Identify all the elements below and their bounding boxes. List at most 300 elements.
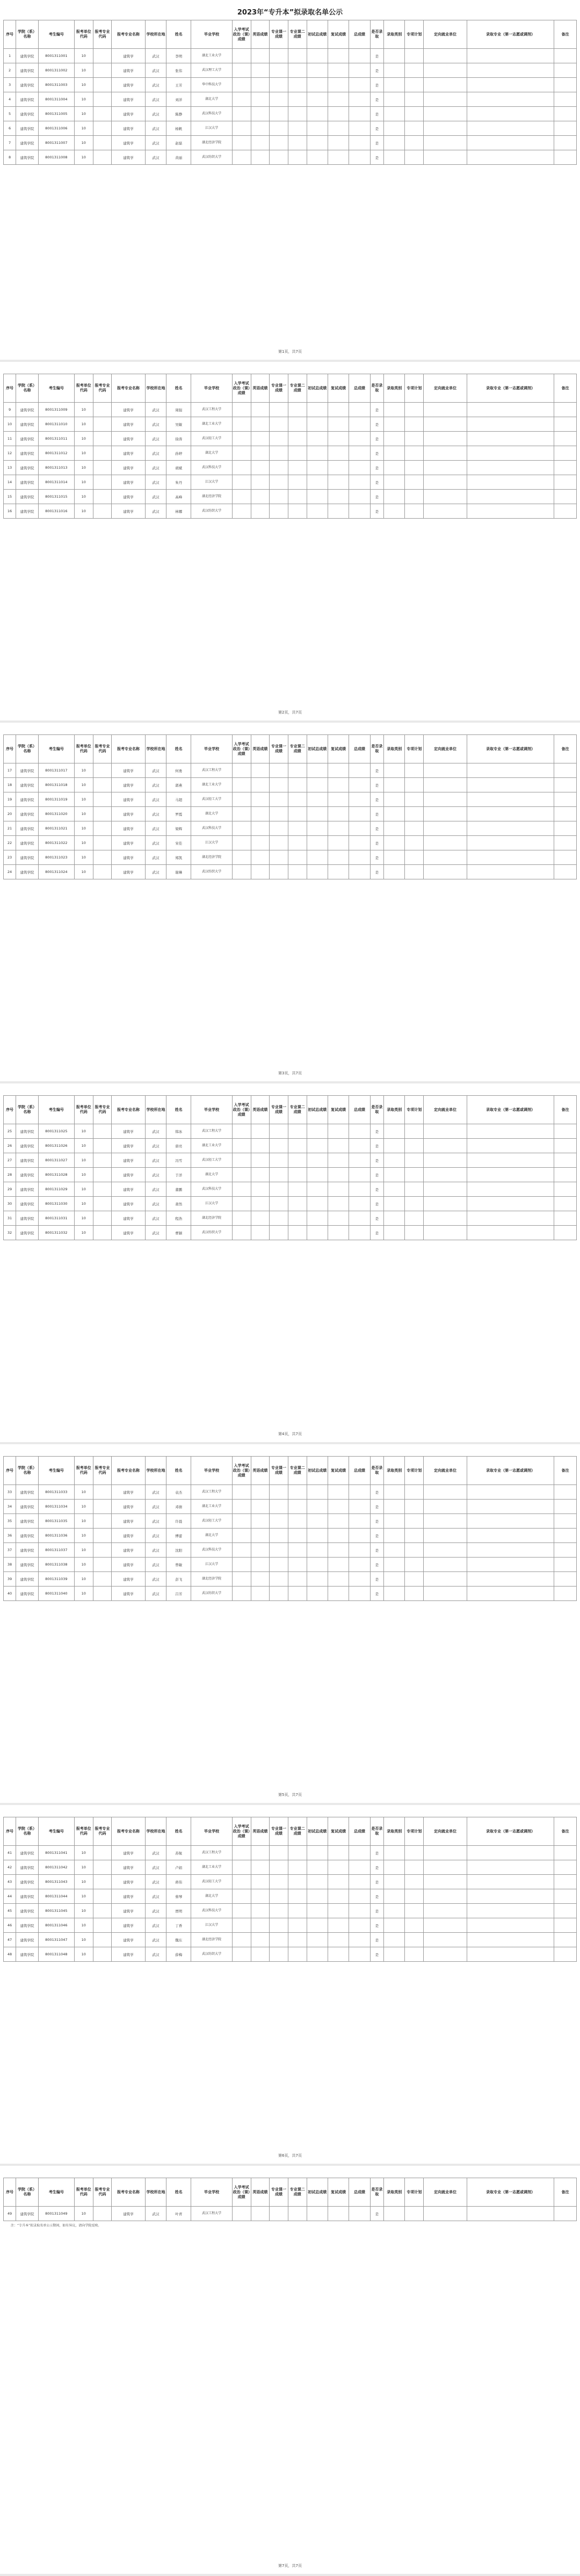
table-cell [93, 1947, 112, 1962]
column-header: 专项计划 [405, 20, 424, 49]
table-cell [251, 850, 270, 865]
table-cell [349, 1197, 370, 1211]
table-cell: 8001311039 [38, 1572, 74, 1587]
column-header: 初试总成绩 [307, 20, 328, 49]
table-cell [405, 850, 424, 865]
column-header: 复试成绩 [328, 374, 349, 403]
table-cell [467, 865, 554, 879]
table-cell: 于洋 [166, 1168, 191, 1182]
table-cell: 武汉 [145, 1572, 166, 1587]
column-header: 序号 [4, 1817, 16, 1846]
table-cell [467, 417, 554, 432]
table-cell [251, 1168, 270, 1182]
table-cell [251, 446, 270, 461]
table-cell [554, 763, 577, 778]
table-cell: 8001311025 [38, 1124, 74, 1139]
table-cell [232, 504, 251, 519]
table-cell [270, 1211, 288, 1226]
table-cell [288, 865, 307, 879]
table-cell: 10 [74, 1153, 93, 1168]
table-cell [232, 1860, 251, 1875]
table-cell [328, 763, 349, 778]
table-header-row [4, 735, 577, 763]
table-cell [288, 107, 307, 121]
table-cell [288, 1846, 307, 1860]
table-row [4, 1529, 577, 1543]
column-header: 学校所在地 [145, 1096, 166, 1124]
column-header: 报考单位代码 [74, 374, 93, 403]
table-cell [251, 1197, 270, 1211]
table-cell [424, 475, 467, 490]
table-cell [328, 1124, 349, 1139]
table-cell [467, 836, 554, 850]
table-cell: 是 [370, 1514, 383, 1529]
table-cell: 10 [74, 807, 93, 821]
column-header: 是否录取 [370, 20, 383, 49]
table-cell: 吴敏 [166, 417, 191, 432]
table-row [4, 1543, 577, 1558]
table-cell [307, 1572, 328, 1587]
table-cell: 10 [74, 1124, 93, 1139]
table-cell [232, 1846, 251, 1860]
table-cell: 是 [370, 432, 383, 446]
table-cell [424, 1197, 467, 1211]
table-cell [270, 763, 288, 778]
table-cell: 建筑学院 [16, 107, 39, 121]
table-cell [424, 461, 467, 475]
table-cell [349, 778, 370, 792]
table-cell [307, 1947, 328, 1962]
table-cell [405, 1153, 424, 1168]
table-cell [307, 807, 328, 821]
table-cell: 8001311029 [38, 1182, 74, 1197]
table-cell: 是 [370, 1124, 383, 1139]
column-header: 复试成绩 [328, 1457, 349, 1485]
table-cell [349, 432, 370, 446]
table-cell: 建筑学院 [16, 1139, 39, 1153]
table-cell [232, 136, 251, 150]
table-cell: 建筑学 [112, 1846, 145, 1860]
table-cell [270, 504, 288, 519]
table-cell [554, 1197, 577, 1211]
column-header: 姓名 [166, 374, 191, 403]
table-cell [307, 1904, 328, 1918]
table-cell: 10 [74, 63, 93, 78]
table-cell: 建筑学 [112, 1500, 145, 1514]
table-cell [384, 1947, 405, 1962]
table-cell [424, 1543, 467, 1558]
table-cell: 武汉轻工大学 [191, 1514, 232, 1529]
table-cell: 湖北经济学院 [191, 1211, 232, 1226]
table-cell: 30 [4, 1197, 16, 1211]
table-cell: 武汉 [145, 1124, 166, 1139]
table-row [4, 865, 577, 879]
table-cell [554, 1904, 577, 1918]
column-header: 专业课二成绩 [288, 1817, 307, 1846]
column-header: 专项计划 [405, 735, 424, 763]
table-cell [251, 1875, 270, 1889]
table-cell: 10 [74, 1211, 93, 1226]
table-cell [307, 821, 328, 836]
table-cell: 武汉 [145, 792, 166, 807]
table-cell: 武汉 [145, 1485, 166, 1500]
table-cell [288, 1860, 307, 1875]
table-cell [384, 136, 405, 150]
column-header: 序号 [4, 20, 16, 49]
table-cell [554, 836, 577, 850]
table-cell: 是 [370, 763, 383, 778]
column-header: 录取专业（第一志愿或调剂） [467, 1817, 554, 1846]
column-header: 姓名 [166, 2178, 191, 2207]
admission-table [3, 2178, 577, 2221]
table-cell [405, 836, 424, 850]
table-cell: 10 [74, 1529, 93, 1543]
table-cell [328, 107, 349, 121]
table-cell: 建筑学 [112, 1875, 145, 1889]
table-cell: 建筑学院 [16, 850, 39, 865]
table-cell [232, 1947, 251, 1962]
table-cell: 武汉 [145, 504, 166, 519]
table-cell [384, 1226, 405, 1240]
table-cell: 39 [4, 1572, 16, 1587]
column-header: 姓名 [166, 1096, 191, 1124]
column-header: 学校所在地 [145, 374, 166, 403]
table-cell [232, 1139, 251, 1153]
table-cell [251, 107, 270, 121]
table-cell: 10 [74, 136, 93, 150]
table-cell [270, 1485, 288, 1500]
table-cell [554, 49, 577, 63]
table-cell [405, 107, 424, 121]
table-cell [554, 1875, 577, 1889]
table-cell [288, 1500, 307, 1514]
table-cell: 10 [74, 778, 93, 792]
table-cell [424, 1918, 467, 1933]
table-cell [405, 821, 424, 836]
table-cell: 建筑学院 [16, 1860, 39, 1875]
table-cell [270, 1529, 288, 1543]
table-cell [288, 1211, 307, 1226]
table-cell: 10 [74, 792, 93, 807]
table-cell: 建筑学 [112, 1889, 145, 1904]
table-cell [424, 1587, 467, 1601]
table-cell [251, 1543, 270, 1558]
column-header: 报考单位代码 [74, 2178, 93, 2207]
table-row [4, 121, 577, 136]
column-header: 专业课一成绩 [270, 735, 288, 763]
table-cell [307, 417, 328, 432]
table-cell [232, 417, 251, 432]
table-cell: 武汉 [145, 1529, 166, 1543]
table-cell [405, 1947, 424, 1962]
table-row [4, 78, 577, 92]
column-header: 备注 [554, 2178, 577, 2207]
table-cell [349, 1947, 370, 1962]
admission-table [3, 1095, 577, 1240]
table-cell [288, 1168, 307, 1182]
table-cell [270, 1587, 288, 1601]
column-header: 考生编号 [38, 1457, 74, 1485]
table-cell: 35 [4, 1514, 16, 1529]
table-cell: 建筑学院 [16, 807, 39, 821]
column-header: 录取专业（第一志愿或调剂） [467, 1096, 554, 1124]
table-cell [251, 778, 270, 792]
table-cell: 蒋伟 [166, 1875, 191, 1889]
table-cell [405, 475, 424, 490]
column-header: 录取类别 [384, 1817, 405, 1846]
table-cell [93, 136, 112, 150]
table-cell [307, 1889, 328, 1904]
table-cell [424, 504, 467, 519]
table-cell [288, 63, 307, 78]
table-cell: 武汉 [145, 763, 166, 778]
page-sheet [0, 0, 580, 360]
table-cell [384, 121, 405, 136]
table-cell: 武汉工程大学 [191, 1846, 232, 1860]
table-cell: 湖北经济学院 [191, 136, 232, 150]
column-header: 学校所在地 [145, 1457, 166, 1485]
table-cell: 建筑学院 [16, 461, 39, 475]
table-cell [307, 1139, 328, 1153]
table-cell [384, 1529, 405, 1543]
table-cell [232, 475, 251, 490]
table-cell [251, 821, 270, 836]
table-cell: 湖北大学 [191, 807, 232, 821]
table-header-row [4, 1457, 577, 1485]
table-cell [232, 107, 251, 121]
table-cell: 武汉 [145, 403, 166, 417]
table-cell [251, 1485, 270, 1500]
admission-table [3, 20, 577, 165]
table-cell: 8001311016 [38, 504, 74, 519]
table-cell: 湖北大学 [191, 446, 232, 461]
table-cell [307, 1182, 328, 1197]
table-cell [424, 1572, 467, 1587]
table-cell [93, 1226, 112, 1240]
table-cell [467, 1572, 554, 1587]
table-cell: 武汉 [145, 1846, 166, 1860]
table-cell: 周强 [166, 403, 191, 417]
table-cell: 武汉纺织大学 [191, 1587, 232, 1601]
table-cell: 10 [74, 821, 93, 836]
table-cell: 建筑学院 [16, 403, 39, 417]
table-cell: 是 [370, 778, 383, 792]
table-cell [405, 1197, 424, 1211]
table-cell [93, 763, 112, 778]
table-cell: 10 [74, 1139, 93, 1153]
table-cell [424, 1153, 467, 1168]
table-cell [384, 1846, 405, 1860]
table-cell [251, 1226, 270, 1240]
table-cell [307, 1875, 328, 1889]
table-row [4, 1500, 577, 1514]
table-cell [349, 150, 370, 165]
table-cell [405, 807, 424, 821]
table-cell [554, 1168, 577, 1182]
table-cell [270, 1904, 288, 1918]
table-cell [251, 78, 270, 92]
table-cell: 8 [4, 150, 16, 165]
table-cell [467, 807, 554, 821]
table-cell: 8001311011 [38, 432, 74, 446]
table-cell [307, 403, 328, 417]
table-cell: 是 [370, 1211, 383, 1226]
table-cell [349, 461, 370, 475]
table-cell: 建筑学院 [16, 63, 39, 78]
table-cell [288, 446, 307, 461]
table-cell [270, 432, 288, 446]
table-cell [270, 63, 288, 78]
table-cell [424, 1558, 467, 1572]
table-cell [349, 136, 370, 150]
table-cell: 武汉 [145, 446, 166, 461]
table-cell [384, 1889, 405, 1904]
table-cell [307, 1558, 328, 1572]
table-cell [232, 490, 251, 504]
column-header: 是否录取 [370, 1096, 383, 1124]
table-cell: 8001311006 [38, 121, 74, 136]
table-cell [232, 865, 251, 879]
table-cell: 马超 [166, 792, 191, 807]
table-cell [554, 1529, 577, 1543]
table-cell [405, 92, 424, 107]
table-cell [93, 1875, 112, 1889]
table-cell [424, 1529, 467, 1543]
column-header: 定向就业单位 [424, 735, 467, 763]
table-cell [93, 1485, 112, 1500]
table-cell [328, 865, 349, 879]
table-cell: 建筑学 [112, 1226, 145, 1240]
table-cell [424, 865, 467, 879]
column-header: 专项计划 [405, 2178, 424, 2207]
table-cell [424, 2207, 467, 2221]
table-header-row [4, 1096, 577, 1124]
table-cell: 10 [74, 1933, 93, 1947]
table-cell [467, 763, 554, 778]
table-cell [424, 417, 467, 432]
table-cell: 8001311021 [38, 821, 74, 836]
table-cell [467, 475, 554, 490]
table-cell: 45 [4, 1904, 16, 1918]
table-cell: 建筑学 [112, 1211, 145, 1226]
table-cell [554, 1153, 577, 1168]
table-cell: 武汉 [145, 49, 166, 63]
table-cell [232, 1875, 251, 1889]
table-cell: 建筑学院 [16, 1197, 39, 1211]
table-row [4, 432, 577, 446]
table-cell [467, 1543, 554, 1558]
table-cell: 3 [4, 78, 16, 92]
table-cell [467, 1904, 554, 1918]
table-cell: 10 [74, 1889, 93, 1904]
table-cell: 建筑学院 [16, 136, 39, 150]
table-cell: 武汉 [145, 1168, 166, 1182]
table-cell: 建筑学院 [16, 1947, 39, 1962]
column-header: 学校所在地 [145, 20, 166, 49]
table-cell: 邓倩 [166, 1500, 191, 1514]
table-cell: 8001311004 [38, 92, 74, 107]
column-header: 学院（系）名称 [16, 1096, 39, 1124]
column-header: 报考专业名称 [112, 2178, 145, 2207]
table-row [4, 475, 577, 490]
table-cell [349, 1918, 370, 1933]
table-cell: 建筑学 [112, 792, 145, 807]
table-cell: 21 [4, 821, 16, 836]
table-cell: 8001311046 [38, 1918, 74, 1933]
table-cell: 董鹏 [166, 1182, 191, 1197]
table-cell [554, 1558, 577, 1572]
table-cell: 武汉 [145, 92, 166, 107]
table-cell [384, 821, 405, 836]
table-cell: 建筑学院 [16, 763, 39, 778]
table-cell: 武汉 [145, 865, 166, 879]
column-header: 录取专业（第一志愿或调剂） [467, 1457, 554, 1485]
table-cell [405, 121, 424, 136]
table-cell: 1 [4, 49, 16, 63]
table-cell [328, 792, 349, 807]
table-cell: 8001311032 [38, 1226, 74, 1240]
page-sheet [0, 723, 580, 1081]
table-row [4, 1485, 577, 1500]
table-cell: 彭飞 [166, 1572, 191, 1587]
table-row [4, 1226, 577, 1240]
column-header: 英语成绩 [251, 1096, 270, 1124]
table-cell: 10 [74, 1197, 93, 1211]
table-row [4, 1139, 577, 1153]
table-cell: 武汉纺织大学 [191, 865, 232, 879]
table-cell: 武汉 [145, 1904, 166, 1918]
table-cell [328, 49, 349, 63]
table-cell [288, 1933, 307, 1947]
column-header: 报考专业代码 [93, 735, 112, 763]
table-cell: 是 [370, 2207, 383, 2221]
table-cell [467, 778, 554, 792]
table-cell [93, 49, 112, 63]
table-cell: 8001311047 [38, 1933, 74, 1947]
column-header: 报考单位代码 [74, 1817, 93, 1846]
table-cell: 10 [74, 490, 93, 504]
column-header: 是否录取 [370, 735, 383, 763]
table-cell [467, 1500, 554, 1514]
table-cell [384, 1197, 405, 1211]
table-cell: 8001311040 [38, 1587, 74, 1601]
column-header: 总成绩 [349, 1457, 370, 1485]
column-header: 报考专业代码 [93, 374, 112, 403]
table-cell [251, 475, 270, 490]
table-cell [349, 1846, 370, 1860]
column-header: 专业课二成绩 [288, 1457, 307, 1485]
table-cell: 湖北大学 [191, 1889, 232, 1904]
table-cell: 武汉工程大学 [191, 1124, 232, 1139]
table-cell: 建筑学 [112, 1124, 145, 1139]
column-header: 入学考试政治（课）成绩 [232, 374, 251, 403]
table-cell [349, 1889, 370, 1904]
table-cell: 11 [4, 432, 16, 446]
column-header: 报考专业代码 [93, 2178, 112, 2207]
table-cell [424, 1875, 467, 1889]
table-row [4, 150, 577, 165]
table-cell: 8001311026 [38, 1139, 74, 1153]
table-cell: 建筑学 [112, 1529, 145, 1543]
table-cell: 建筑学院 [16, 490, 39, 504]
table-cell [349, 836, 370, 850]
table-cell: 10 [74, 49, 93, 63]
column-header: 毕业学校 [191, 2178, 232, 2207]
table-cell [384, 1485, 405, 1500]
table-cell: 8001311048 [38, 1947, 74, 1962]
table-cell [554, 1514, 577, 1529]
table-cell: 10 [74, 121, 93, 136]
